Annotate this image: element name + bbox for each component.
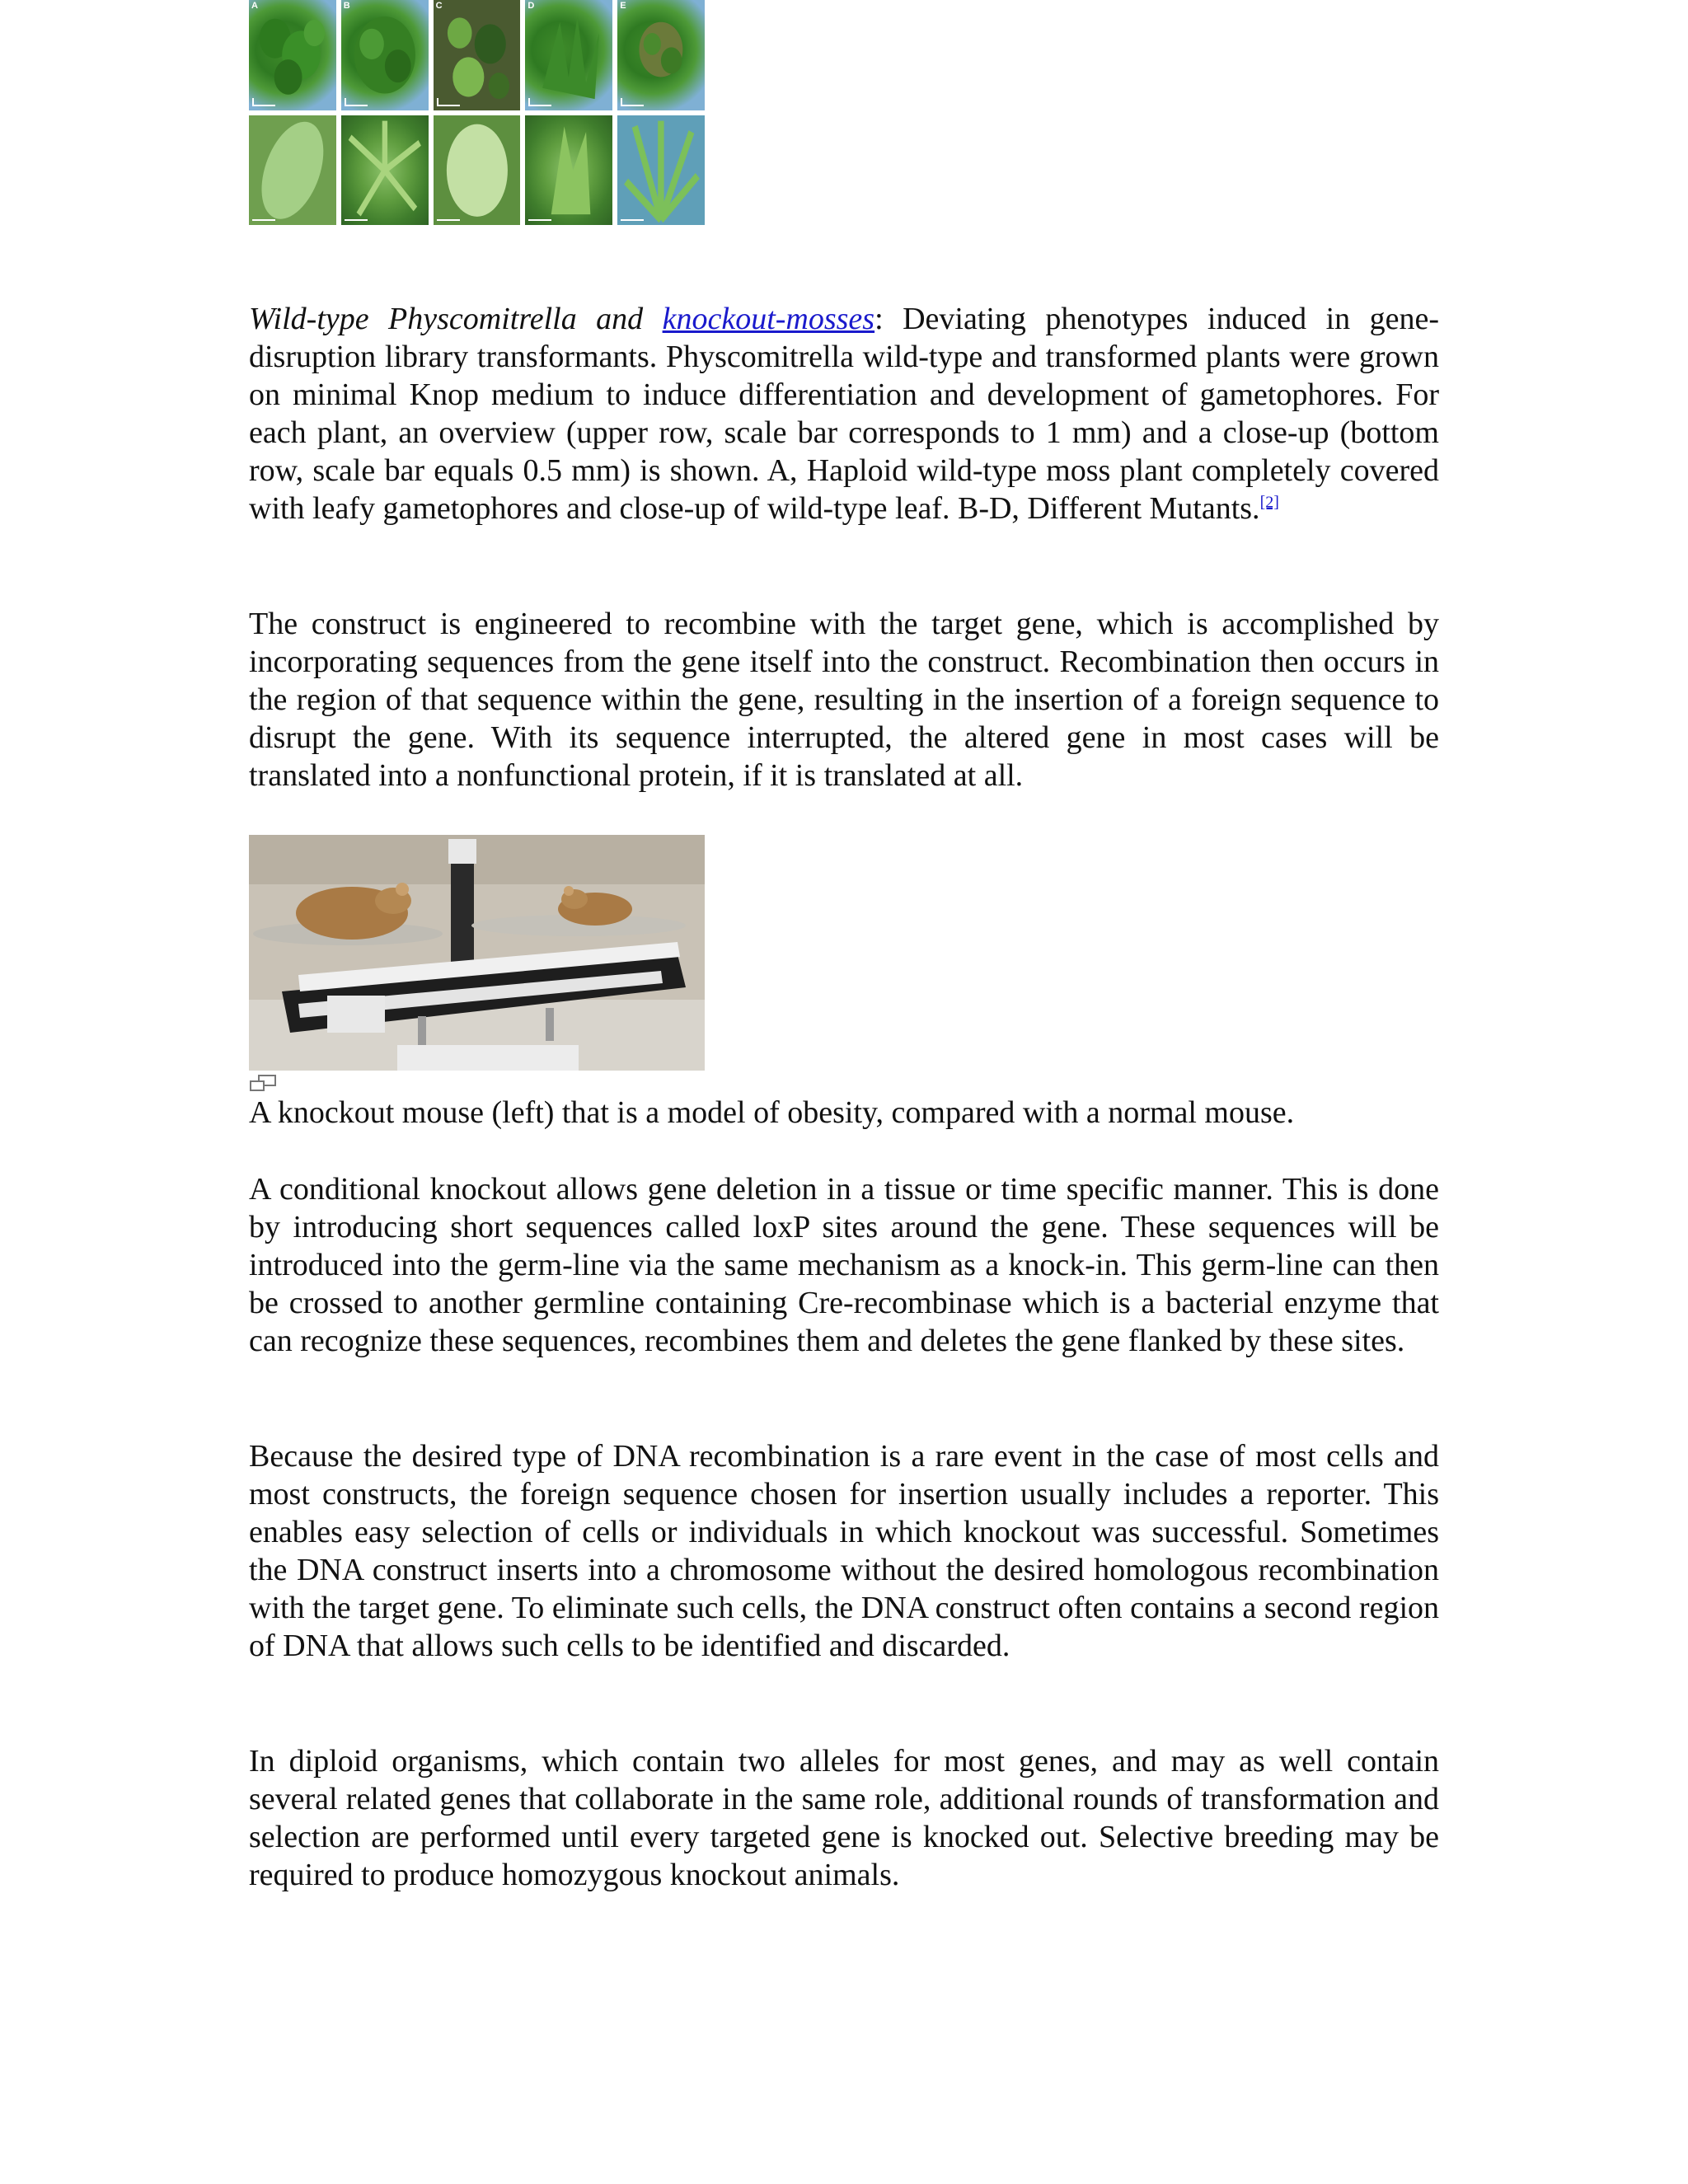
panel-letter: C: [435, 1, 443, 11]
moss-panel-d-closeup: [525, 115, 612, 226]
paragraph-reporter: Because the desired type of DNA recombination is a rare event in the case of most cells and most constructs, the foreign sequence chosen for insertion usually includes a reporter. This enables easy selection of cells or individuals in which knockout was successful. Sometimes the DNA construct inserts into a chromosome without the desired homologous recombination with the target gene. To eliminate such cells, the DNA construct often contains a second region of DNA that allows such cells to be identified and discarded.: [249, 1439, 1439, 1663]
moss-panel-c-closeup: [434, 115, 521, 226]
moss-figure-caption: [249, 300, 1439, 527]
moss-panel-d-overview: [525, 0, 612, 110]
panel-letter: B: [343, 1, 350, 11]
knockout-mosses-link[interactable]: knockout-mosses: [662, 302, 875, 336]
moss-panel-e-overview: [617, 0, 705, 110]
moss-panel-b-closeup: [341, 115, 429, 226]
panel-letter: D: [528, 1, 535, 11]
enlarge-icon[interactable]: [249, 1074, 279, 1092]
paragraph-conditional-knockout: A conditional knockout allows gene deletion in a tissue or time specific manner. This is done by introducing short sequences called loxP sites around the gene. These sequences will be introduced into the germ-line via the same mechanism as a knock-in. This germ-line can then be crossed to another germline containing Cre-recombinase which is a bacterial enzyme that can recognize these sequences, recombines them and deletes the gene flanked by these sites.: [249, 1172, 1439, 1358]
caption-body-text: : Deviating phenotypes induced in gene-disruption library transformants. Physcomitrella wild-type and transformed plants were grown on minimal Knop medium to induce differentiation and development of gametophores. For each plant, an overview (upper row, scale bar corresponds to 1 mm) and a close-up (bottom row, scale bar equals 0.5 mm) is shown. A, Haploid wild-type moss plant completely covered with leafy gametophores and close-up of wild-type leaf. B-D, Different Mutants.: [249, 302, 1439, 526]
caption-italic-text: Wild-type Physcomitrella and: [249, 302, 663, 336]
footnote-2-link[interactable]: [2]: [1259, 493, 1279, 512]
knockout-mouse-image[interactable]: [249, 835, 705, 1071]
moss-panel-c-overview: [434, 0, 521, 110]
moss-panel-a-overview: [249, 0, 336, 110]
paragraph-construct: The construct is engineered to recombine with the target gene, which is accomplished by incorporating sequences from the gene itself into the construct. Recombination then occurs in the region of that sequence within the gene, resulting in the insertion of a foreign sequence to disrupt the gene. With its sequence interrupted, the altered gene in most cases will be translated into a nonfunctional protein, if it is translated at all.: [249, 607, 1439, 793]
panel-letter: E: [620, 1, 626, 11]
mouse-figure-caption: A knockout mouse (left) that is a model of obesity, compared with a normal mouse.: [249, 1095, 1295, 1130]
moss-phenotype-figure[interactable]: [249, 0, 705, 225]
moss-panel-e-closeup: [617, 115, 705, 226]
paragraph-diploid: In diploid organisms, which contain two alleles for most genes, and may as well contain several related genes that collaborate in the same role, additional rounds of transformation and selection are performed until every targeted gene is knocked out. Selective breeding may be required to produce homozygous knockout animals.: [249, 1744, 1439, 1892]
panel-letter: A: [251, 1, 258, 11]
moss-panel-a-closeup: [249, 115, 336, 226]
moss-panel-b-overview: [341, 0, 429, 110]
